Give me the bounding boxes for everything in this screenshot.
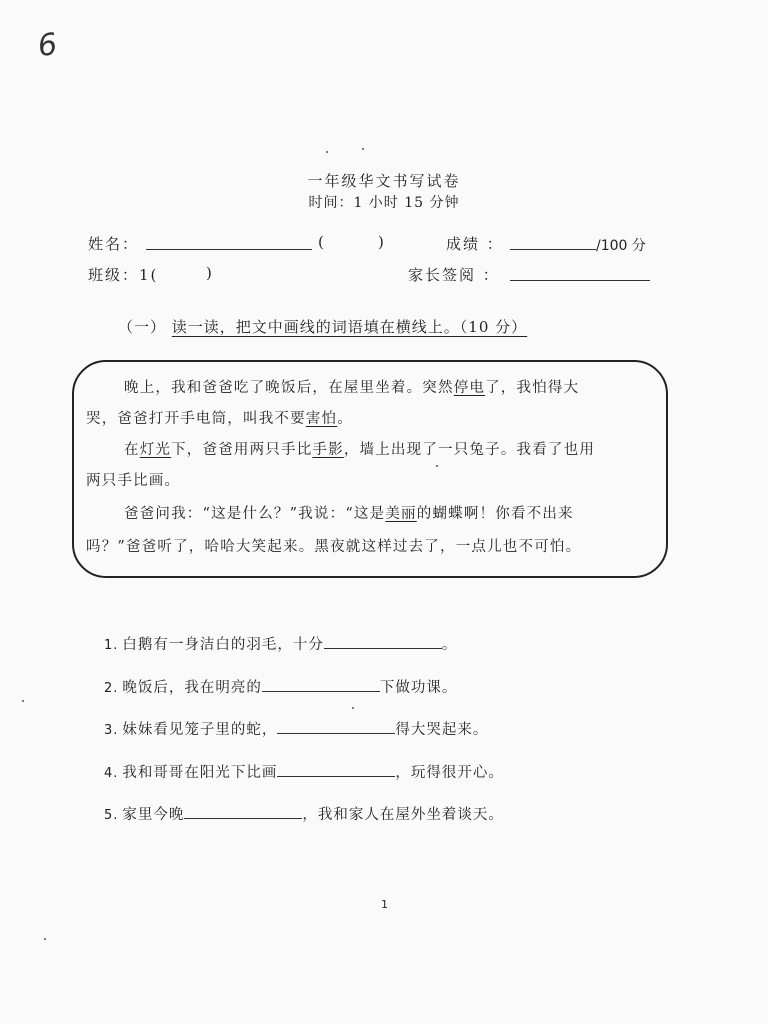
- scan-speck: [362, 148, 364, 150]
- name-label: 姓名：: [88, 235, 140, 253]
- section-instruction: 读一读，把文中画线的词语填在横线上。（10 分）: [171, 318, 528, 336]
- question-text: 家里今晚: [122, 807, 185, 823]
- passage-line-6: 吗？”爸爸听了，哈哈大笑起来。黑夜就这样过去了，一点儿也不可怕。: [86, 539, 582, 555]
- question-number: 1.: [104, 638, 119, 653]
- passage-line-2: [86, 411, 670, 427]
- underlined-word: 手影: [312, 442, 344, 458]
- question-4: [104, 761, 504, 782]
- exam-time: 时间：1 小时 15 分钟: [308, 195, 460, 211]
- passage-line-1: [86, 380, 670, 396]
- question-5: [104, 803, 504, 824]
- underlined-word: 停电: [453, 380, 486, 396]
- name-paren-close: ): [378, 233, 386, 251]
- passage-text: 下，爸爸用两只手比: [171, 442, 313, 458]
- passage-line-3: [86, 442, 670, 458]
- scan-speck: [326, 151, 328, 153]
- score-label: 成绩 ：: [446, 235, 504, 253]
- scan-speck: [436, 465, 438, 467]
- passage-text: 哭，爸爸打开手电筒，叫我不要: [86, 411, 306, 427]
- question-number: 4.: [104, 766, 119, 781]
- question-text: 白鹅有一身洁白的羽毛，十分: [122, 637, 324, 653]
- underlined-word: 灯光: [139, 442, 172, 458]
- scan-speck: [44, 938, 46, 940]
- score-blank[interactable]: [510, 235, 596, 250]
- name-blank[interactable]: [146, 235, 312, 250]
- question-text: 妹妹看见笼子里的蛇，: [122, 722, 278, 738]
- passage-text: ，墙上出现了一只兔子。我看了也用: [343, 442, 596, 458]
- page-number: 1: [381, 898, 388, 911]
- answer-blank[interactable]: [324, 634, 442, 649]
- answer-blank[interactable]: [277, 719, 395, 734]
- question-text: 。: [441, 637, 458, 653]
- question-text: 我和哥哥在阳光下比画: [122, 765, 278, 781]
- passage-text: 爸爸问我：“这是什么？”我说：“这是: [124, 506, 386, 522]
- passage-text: 。: [337, 411, 353, 427]
- question-3: [104, 718, 488, 739]
- underlined-word: 害怕: [305, 411, 338, 427]
- underlined-word: 美丽: [385, 506, 417, 522]
- question-text: 晚饭后，我在明亮的: [122, 680, 262, 696]
- question-2: [104, 676, 457, 697]
- passage-text: 了，我怕得大: [485, 380, 580, 396]
- question-number: 3.: [104, 723, 119, 738]
- scan-speck: [352, 707, 354, 709]
- question-text: ，玩得很开心。: [395, 765, 504, 781]
- exam-title: 一年级华文书写试卷: [307, 172, 461, 190]
- passage-text: 晚上，我和爸爸吃了晚饭后，在屋里坐着。突然: [124, 380, 454, 396]
- section-heading: [118, 316, 527, 337]
- answer-blank[interactable]: [262, 677, 380, 692]
- class-label: 班级：1(: [88, 266, 159, 284]
- handwritten-number: 6: [35, 26, 60, 65]
- scan-speck: [22, 700, 24, 702]
- question-number: 2.: [104, 681, 119, 696]
- question-number: 5.: [104, 808, 119, 823]
- question-text: 得大哭起来。: [395, 722, 489, 738]
- name-paren-open: (: [318, 233, 326, 251]
- class-paren-close: ): [206, 264, 214, 282]
- parent-signature-label: 家长签阅 ：: [408, 266, 500, 284]
- question-1: [104, 633, 457, 654]
- passage-text: 的蝴蝶啊！你看不出来: [416, 506, 574, 522]
- passage-line-5: [86, 506, 670, 522]
- answer-blank[interactable]: [184, 804, 302, 819]
- passage-line-4: 两只手比画。: [86, 473, 181, 489]
- answer-blank[interactable]: [277, 762, 395, 777]
- parent-signature-blank[interactable]: [510, 266, 650, 281]
- question-text: ，我和家人在屋外坐着谈天。: [302, 807, 504, 823]
- section-number: （一）: [118, 318, 167, 336]
- score-total: /100 分: [596, 238, 646, 254]
- passage-text: 在: [124, 442, 140, 458]
- question-text: 下做功课。: [379, 680, 458, 696]
